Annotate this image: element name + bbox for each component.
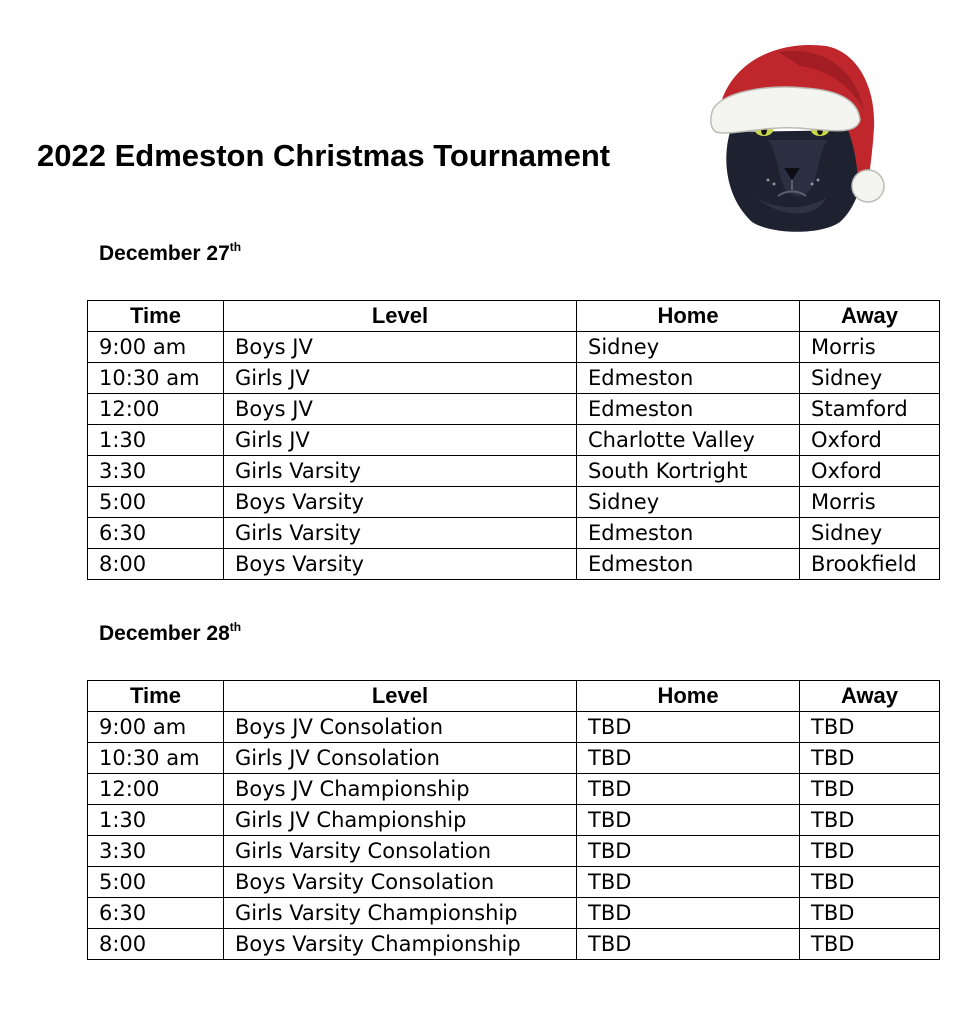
time-cell: 10:30 am <box>88 743 224 774</box>
schedule-table <box>87 300 940 580</box>
away-cell: Stamford <box>800 394 940 425</box>
level-cell: Boys Varsity <box>224 549 577 580</box>
level-cell: Girls Varsity Championship <box>224 898 577 929</box>
home-cell: South Kortright <box>577 456 800 487</box>
table-row <box>88 929 940 960</box>
table-row <box>88 898 940 929</box>
level-cell: Boys JV Championship <box>224 774 577 805</box>
table-row <box>88 332 940 363</box>
level-cell: Girls Varsity <box>224 456 577 487</box>
table-row <box>88 425 940 456</box>
column-header-home: Home <box>577 301 800 332</box>
table-row <box>88 867 940 898</box>
away-cell: TBD <box>800 929 940 960</box>
table-row <box>88 712 940 743</box>
panther-santa-hat-icon <box>708 40 888 235</box>
away-cell: Morris <box>800 487 940 518</box>
home-cell: Edmeston <box>577 518 800 549</box>
away-cell: TBD <box>800 712 940 743</box>
time-cell: 3:30 <box>88 456 224 487</box>
away-cell: TBD <box>800 898 940 929</box>
schedule-table <box>87 680 940 960</box>
home-cell: TBD <box>577 836 800 867</box>
date-heading: December 27th <box>99 240 242 265</box>
table-row <box>88 743 940 774</box>
table-row <box>88 394 940 425</box>
home-cell: TBD <box>577 743 800 774</box>
page-title: 2022 Edmeston Christmas Tournament <box>37 138 611 173</box>
away-cell: Brookfield <box>800 549 940 580</box>
column-header-level: Level <box>224 301 577 332</box>
date-heading: December 28th <box>99 620 242 645</box>
level-cell: Boys Varsity Championship <box>224 929 577 960</box>
time-cell: 8:00 <box>88 929 224 960</box>
time-cell: 10:30 am <box>88 363 224 394</box>
home-cell: Charlotte Valley <box>577 425 800 456</box>
time-cell: 5:00 <box>88 867 224 898</box>
table-row <box>88 805 940 836</box>
away-cell: TBD <box>800 805 940 836</box>
home-cell: Edmeston <box>577 394 800 425</box>
table-row <box>88 487 940 518</box>
column-header-level: Level <box>224 681 577 712</box>
level-cell: Girls JV <box>224 425 577 456</box>
level-cell: Boys Varsity Consolation <box>224 867 577 898</box>
column-header-away: Away <box>800 681 940 712</box>
column-header-away: Away <box>800 301 940 332</box>
table-row <box>88 456 940 487</box>
home-cell: TBD <box>577 805 800 836</box>
time-cell: 6:30 <box>88 518 224 549</box>
column-header-time: Time <box>88 301 224 332</box>
table-row <box>88 774 940 805</box>
header-row <box>88 301 940 332</box>
home-cell: TBD <box>577 867 800 898</box>
column-header-time: Time <box>88 681 224 712</box>
time-cell: 1:30 <box>88 425 224 456</box>
level-cell: Girls JV Consolation <box>224 743 577 774</box>
table-row <box>88 363 940 394</box>
home-cell: Sidney <box>577 487 800 518</box>
away-cell: Morris <box>800 332 940 363</box>
time-cell: 5:00 <box>88 487 224 518</box>
home-cell: TBD <box>577 898 800 929</box>
time-cell: 9:00 am <box>88 332 224 363</box>
away-cell: TBD <box>800 836 940 867</box>
table-row <box>88 518 940 549</box>
home-cell: Sidney <box>577 332 800 363</box>
home-cell: Edmeston <box>577 549 800 580</box>
level-cell: Girls Varsity Consolation <box>224 836 577 867</box>
table-row <box>88 549 940 580</box>
time-cell: 9:00 am <box>88 712 224 743</box>
time-cell: 12:00 <box>88 394 224 425</box>
level-cell: Boys JV Consolation <box>224 712 577 743</box>
away-cell: TBD <box>800 867 940 898</box>
home-cell: Edmeston <box>577 363 800 394</box>
home-cell: TBD <box>577 774 800 805</box>
time-cell: 3:30 <box>88 836 224 867</box>
time-cell: 12:00 <box>88 774 224 805</box>
time-cell: 1:30 <box>88 805 224 836</box>
away-cell: Sidney <box>800 363 940 394</box>
level-cell: Boys JV <box>224 332 577 363</box>
time-cell: 8:00 <box>88 549 224 580</box>
away-cell: Sidney <box>800 518 940 549</box>
level-cell: Girls Varsity <box>224 518 577 549</box>
away-cell: Oxford <box>800 425 940 456</box>
level-cell: Boys JV <box>224 394 577 425</box>
time-cell: 6:30 <box>88 898 224 929</box>
level-cell: Girls JV <box>224 363 577 394</box>
table-row <box>88 836 940 867</box>
away-cell: TBD <box>800 743 940 774</box>
level-cell: Boys Varsity <box>224 487 577 518</box>
level-cell: Girls JV Championship <box>224 805 577 836</box>
column-header-home: Home <box>577 681 800 712</box>
away-cell: TBD <box>800 774 940 805</box>
header-row <box>88 681 940 712</box>
home-cell: TBD <box>577 712 800 743</box>
home-cell: TBD <box>577 929 800 960</box>
away-cell: Oxford <box>800 456 940 487</box>
